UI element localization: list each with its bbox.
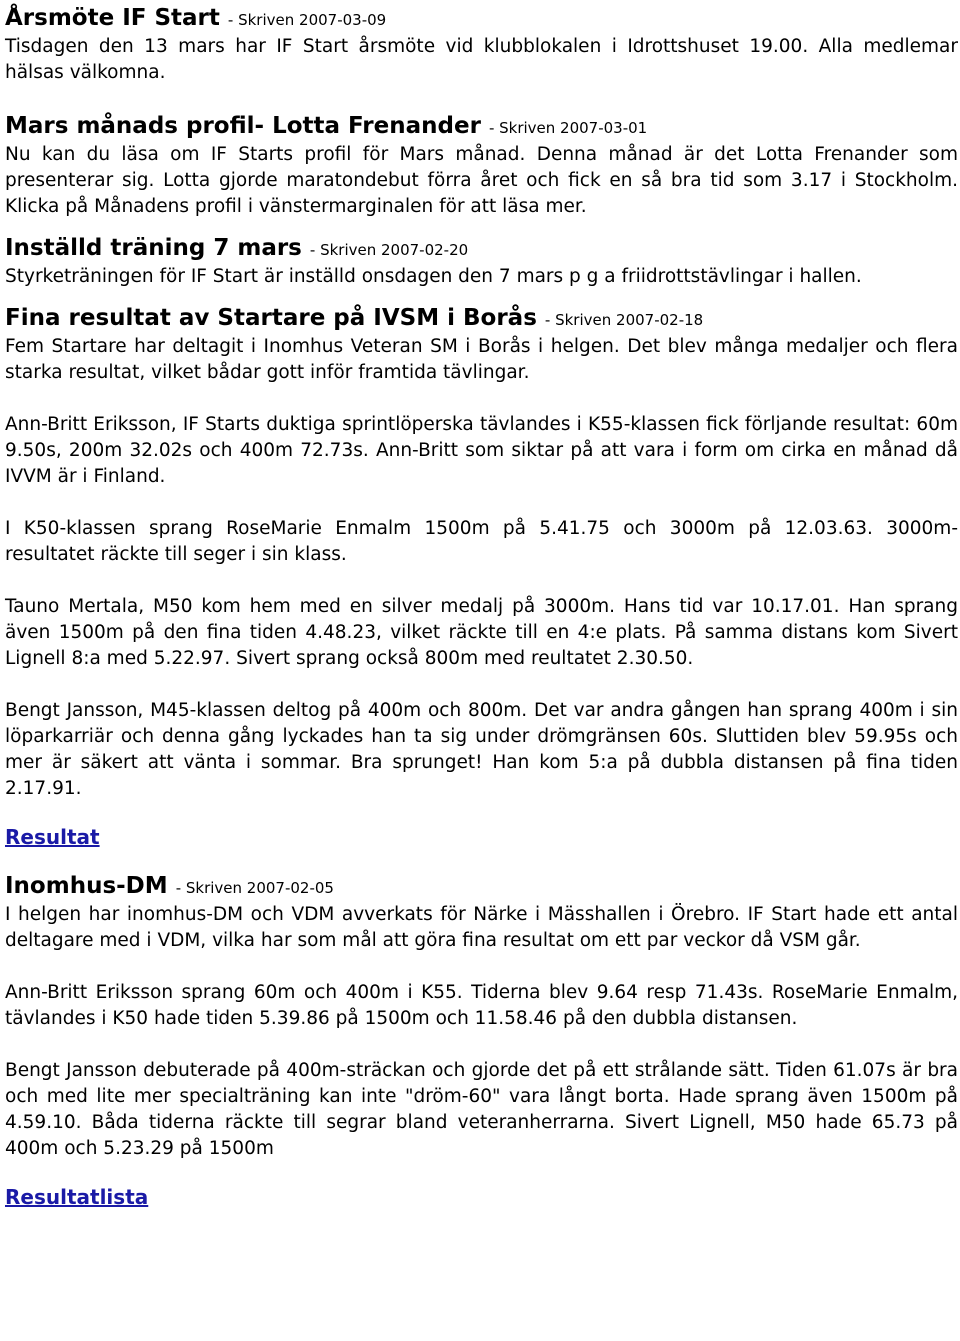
news-item-installd-traning: [5, 234, 958, 290]
news-title: Inomhus-DM: [5, 873, 168, 899]
news-item-arsmote: [5, 4, 958, 86]
news-date: - Skriven 2007-02-18: [544, 311, 704, 329]
news-paragraph: Styrketräningen för IF Start är inställd onsdagen den 7 mars p g a friidrottstävlingar i hallen.: [5, 266, 862, 287]
news-paragraph: Bengt Jansson, M45-klassen deltog på 400m och 800m. Det var andra gången han sprang 400m i sin löparkarriär och denna gång lyckades han ta sig under drömgränsen 60s. Sluttiden blev 59.95s och mer är säkert att vänta i sommar. Bra sprunget! Han kom 5:a på dubbla distansen på fina tiden 2.17.91.: [5, 700, 958, 799]
news-date: - Skriven 2007-03-09: [227, 11, 387, 29]
news-paragraph: I K50-klassen sprang RoseMarie Enmalm 1500m på 5.41.75 och 3000m på 12.03.63. 3000m-resultatet räckte till seger i sin klass.: [5, 518, 958, 565]
news-paragraph: Bengt Jansson debuterade på 400m-sträckan och gjorde det på ett strålande sätt. Tiden 61.07s är bra och med lite mer specialträning kan inte "dröm-60" vara långt borta. Hade sprang även 1500m på 4.59.10. Båda tiderna räckte till segrar bland veteranherrarna. Sivert Lignell, M50 hade 65.73 på 400m och 5.23.29 på 1500m: [5, 1060, 958, 1159]
news-paragraph: Ann-Britt Eriksson, IF Starts duktiga sprintlöperska tävlandes i K55-klassen fick förljande resultat: 60m 9.50s, 200m 32.02s och 400m 72.73s. Ann-Britt som siktar på att vara i form om cirka en månad då IVVM är i Finland.: [5, 414, 958, 487]
news-paragraph: Tauno Mertala, M50 kom hem med en silver medalj på 3000m. Hans tid var 10.17.01. Han sprang även 1500m på den fina tiden 4.48.23, vilket räckte till en 4:e plats. På samma distans kom Sivert Lignell 8:a med 5.22.97. Sivert sprang också 800m med reultatet 2.30.50.: [5, 596, 958, 669]
news-date: - Skriven 2007-02-05: [175, 879, 334, 897]
news-headline: [5, 234, 958, 264]
resultatlista-link[interactable]: Resultatlista: [5, 1185, 149, 1209]
news-item-mars-profil: [5, 112, 958, 220]
news-headline: [5, 304, 958, 334]
news-date: - Skriven 2007-02-20: [309, 241, 469, 259]
news-headline: [5, 872, 958, 902]
news-paragraph: I helgen har inomhus-DM och VDM avverkats för Närke i Mässhallen i Örebro. IF Start hade ett antal deltagare med i VDM, vilka har som mål att göra fina resultat om ett par veckor då VSM går.: [5, 904, 958, 951]
news-headline: [5, 4, 958, 34]
news-paragraph: Nu kan du läsa om IF Starts profil för Mars månad. Denna månad är det Lotta Frenander som presenterar sig. Lotta gjorde maratondebut förra året och fick en så bra tid som 3.17 i Stockholm. Klicka på Månadens profil i vänstermarginalen för att läsa mer.: [5, 144, 958, 217]
news-paragraph: Tisdagen den 13 mars har IF Start årsmöte vid klubblokalen i Idrottshuset 19.00. Alla medlemar hälsas välkomna.: [5, 36, 958, 83]
resultat-link[interactable]: Resultat: [5, 825, 100, 849]
news-item-inomhus-dm: [5, 872, 958, 1210]
news-title: Inställd träning 7 mars: [5, 235, 302, 261]
news-title: Mars månads profil- Lotta Frenander: [5, 113, 481, 139]
news-date: - Skriven 2007-03-01: [488, 119, 648, 137]
news-paragraph: Fem Startare har deltagit i Inomhus Veteran SM i Borås i helgen. Det blev många medaljer och flera starka resultat, vilket bådar gott inför framtida tävlingar.: [5, 336, 958, 383]
news-paragraph: Ann-Britt Eriksson sprang 60m och 400m i K55. Tiderna blev 9.64 resp 71.43s. RoseMarie Enmalm, tävlandes i K50 hade tiden 5.39.86 på 1500m och 11.58.46 på den dubbla distansen.: [5, 982, 958, 1029]
news-page: [5, 4, 958, 1210]
news-item-ivsm-boras: [5, 304, 958, 850]
news-title: Årsmöte IF Start: [5, 5, 220, 31]
news-headline: [5, 112, 958, 142]
news-title: Fina resultat av Startare på IVSM i Borås: [5, 305, 537, 331]
